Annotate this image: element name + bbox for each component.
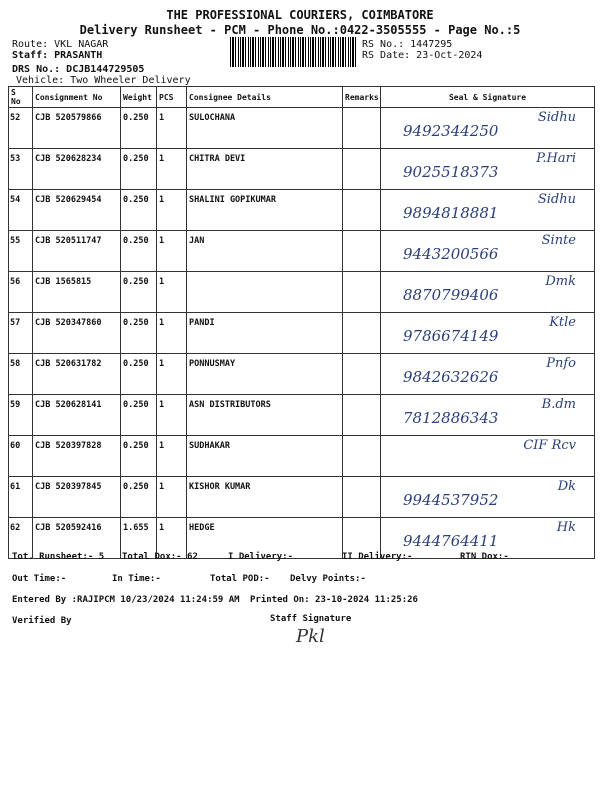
- row-remarks: [343, 108, 381, 149]
- col-pcs: PCS: [157, 87, 187, 108]
- row-weight: 0.250: [121, 395, 157, 436]
- table-row: [9, 231, 595, 272]
- row-consignee: HEDGE: [187, 518, 343, 559]
- table-row: [9, 477, 595, 518]
- row-sno: 62: [9, 518, 33, 559]
- drs-number: DRS No.: DCJB144729505: [12, 64, 145, 75]
- row-signature: [381, 231, 595, 272]
- row-signature: [381, 108, 595, 149]
- row-weight: 0.250: [121, 231, 157, 272]
- row-consignee: SULOCHANA: [187, 108, 343, 149]
- row-signature: [381, 477, 595, 518]
- barcode: [230, 37, 356, 67]
- rs-date: RS Date: 23-Oct-2024: [362, 50, 483, 61]
- row-remarks: [343, 190, 381, 231]
- row-consignee: [187, 272, 343, 313]
- row-remarks: [343, 149, 381, 190]
- printed-on: Printed On: 23-10-2024 11:25:26: [250, 595, 418, 605]
- row-weight: 0.250: [121, 149, 157, 190]
- in-time: In Time:-: [112, 574, 161, 584]
- verified-by: Verified By: [12, 616, 72, 626]
- col-weight: Weight: [121, 87, 157, 108]
- row-pcs: 1: [157, 190, 187, 231]
- col-remarks: Remarks: [343, 87, 381, 108]
- row-signature-mark: Dmk: [545, 274, 576, 289]
- row-weight: 0.250: [121, 190, 157, 231]
- row-weight: 0.250: [121, 313, 157, 354]
- total-pod: Total POD:-: [210, 574, 270, 584]
- rtn-dox: RTN Dox:-: [460, 552, 509, 562]
- row-signature-mark: Ktle: [549, 315, 576, 330]
- row-weight: 0.250: [121, 108, 157, 149]
- row-signature-phone: 9944537952: [403, 491, 499, 509]
- out-time: Out Time:-: [12, 574, 67, 584]
- row-signature-mark: B.dm: [541, 397, 576, 412]
- row-consignee: CHITRA DEVI: [187, 149, 343, 190]
- row-consignment: CJB 520397828: [33, 436, 121, 477]
- col-consignment: Consignment No: [33, 87, 121, 108]
- row-remarks: [343, 313, 381, 354]
- row-sno: 54: [9, 190, 33, 231]
- row-weight: 0.250: [121, 272, 157, 313]
- row-signature-mark: CIF Rcv: [523, 438, 576, 453]
- row-weight: 0.250: [121, 477, 157, 518]
- row-signature: [381, 354, 595, 395]
- row-sno: 56: [9, 272, 33, 313]
- i-delivery: I Delivery:-: [228, 552, 294, 562]
- row-sno: 59: [9, 395, 33, 436]
- row-consignment: CJB 520628141: [33, 395, 121, 436]
- row-signature: [381, 395, 595, 436]
- row-signature-phone: 7812886343: [403, 409, 499, 427]
- row-consignment: CJB 520579866: [33, 108, 121, 149]
- row-consignee: JAN: [187, 231, 343, 272]
- row-consignment: CJB 520347860: [33, 313, 121, 354]
- row-remarks: [343, 231, 381, 272]
- row-weight: 0.250: [121, 436, 157, 477]
- row-sno: 57: [9, 313, 33, 354]
- row-consignment: CJB 520631782: [33, 354, 121, 395]
- row-sno: 52: [9, 108, 33, 149]
- row-signature-phone: 9842632626: [403, 368, 499, 386]
- row-signature-mark: Hk: [556, 520, 576, 535]
- row-signature: [381, 436, 595, 477]
- row-signature-phone: 9894818881: [403, 204, 499, 222]
- row-consignee: PANDI: [187, 313, 343, 354]
- table-row: [9, 436, 595, 477]
- row-consignment: CJB 1565815: [33, 272, 121, 313]
- row-signature: [381, 149, 595, 190]
- row-pcs: 1: [157, 477, 187, 518]
- row-consignment: CJB 520628234: [33, 149, 121, 190]
- rs-number: RS No.: 1447295: [362, 39, 453, 50]
- row-sno: 60: [9, 436, 33, 477]
- row-sno: 61: [9, 477, 33, 518]
- row-signature-mark: Sinte: [541, 233, 576, 248]
- row-consignment: CJB 520511747: [33, 231, 121, 272]
- row-signature-mark: Pnfo: [546, 356, 576, 371]
- runsheet-subtitle: Delivery Runsheet - PCM - Phone No.:0422-3505555 - Page No.:5: [79, 23, 521, 37]
- tot-runsheet: Tot. Runsheet:- 5: [12, 552, 105, 562]
- row-signature-phone: 9786674149: [403, 327, 499, 345]
- col-sno: S No: [9, 87, 33, 108]
- row-signature: [381, 272, 595, 313]
- table-header-row: [9, 87, 595, 108]
- row-pcs: 1: [157, 313, 187, 354]
- row-pcs: 1: [157, 231, 187, 272]
- row-consignment: CJB 520592416: [33, 518, 121, 559]
- row-weight: 0.250: [121, 354, 157, 395]
- row-signature: [381, 313, 595, 354]
- row-remarks: [343, 354, 381, 395]
- route-label: Route: VKL NAGAR: [12, 39, 109, 50]
- total-dox: Total Dox:- 62: [122, 552, 198, 562]
- table-row: [9, 395, 595, 436]
- row-signature-mark: Dk: [557, 479, 576, 494]
- table-row: [9, 149, 595, 190]
- row-remarks: [343, 477, 381, 518]
- row-remarks: [343, 436, 381, 477]
- delvy-points: Delvy Points:-: [290, 574, 366, 584]
- table-row: [9, 190, 595, 231]
- row-pcs: 1: [157, 108, 187, 149]
- row-signature-phone: 9444764411: [403, 532, 499, 550]
- row-consignment: CJB 520629454: [33, 190, 121, 231]
- table-row: [9, 108, 595, 149]
- staff-label: Staff: PRASANTH: [12, 50, 103, 61]
- row-signature-phone: 9492344250: [403, 122, 499, 140]
- row-consignee: SUDHAKAR: [187, 436, 343, 477]
- vehicle-label: Vehicle: Two Wheeler Delivery: [16, 75, 191, 86]
- staff-signature: Pkl: [296, 626, 325, 647]
- row-weight: 1.655: [121, 518, 157, 559]
- row-pcs: 1: [157, 395, 187, 436]
- company-title: THE PROFESSIONAL COURIERS, COIMBATORE: [166, 8, 434, 22]
- row-signature-mark: Sidhu: [537, 192, 576, 207]
- ii-delivery: II Delivery:-: [342, 552, 413, 562]
- row-remarks: [343, 395, 381, 436]
- row-signature-phone: 9443200566: [403, 245, 499, 263]
- row-pcs: 1: [157, 436, 187, 477]
- row-sno: 58: [9, 354, 33, 395]
- row-pcs: 1: [157, 354, 187, 395]
- row-consignee: KISHOR KUMAR: [187, 477, 343, 518]
- row-signature-phone: 9025518373: [403, 163, 499, 181]
- entered-by: Entered By :RAJIPCM 10/23/2024 11:24:59 AM: [12, 595, 240, 605]
- staff-signature-label: Staff Signature: [270, 614, 352, 624]
- table-row: [9, 272, 595, 313]
- row-signature-mark: P.Hari: [536, 151, 576, 166]
- table-row: [9, 313, 595, 354]
- row-pcs: 1: [157, 149, 187, 190]
- col-consignee: Consignee Details: [187, 87, 343, 108]
- row-consignee: ASN DISTRIBUTORS: [187, 395, 343, 436]
- table-row: [9, 354, 595, 395]
- row-sno: 53: [9, 149, 33, 190]
- row-signature-phone: 8870799406: [403, 286, 499, 304]
- row-pcs: 1: [157, 518, 187, 559]
- row-signature: [381, 190, 595, 231]
- row-consignee: PONNUSMAY: [187, 354, 343, 395]
- runsheet-table: [8, 86, 595, 559]
- row-pcs: 1: [157, 272, 187, 313]
- col-signature: Seal & Signature: [381, 87, 595, 108]
- row-signature-mark: Sidhu: [537, 110, 576, 125]
- row-consignee: SHALINI GOPIKUMAR: [187, 190, 343, 231]
- row-remarks: [343, 272, 381, 313]
- row-consignment: CJB 520397845: [33, 477, 121, 518]
- row-sno: 55: [9, 231, 33, 272]
